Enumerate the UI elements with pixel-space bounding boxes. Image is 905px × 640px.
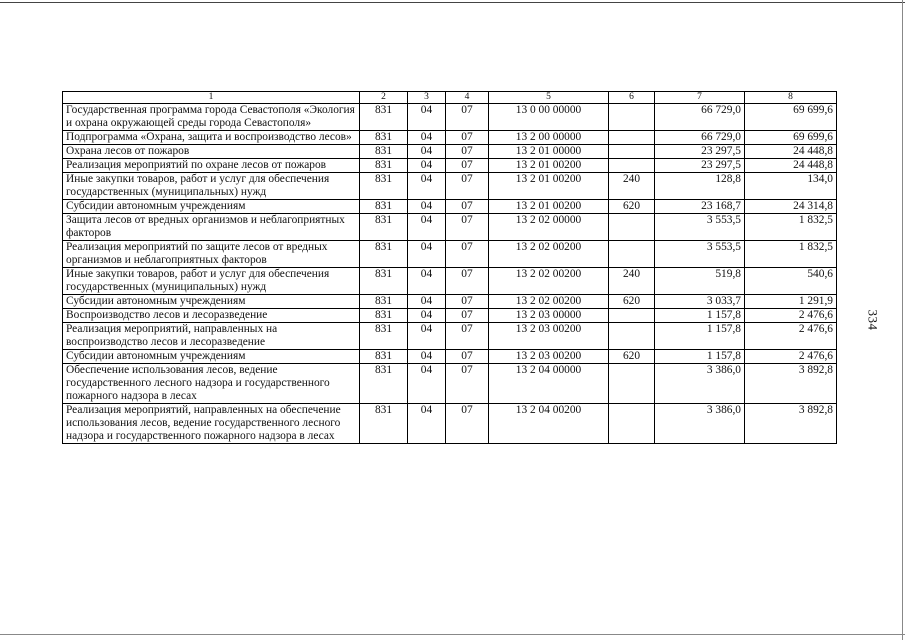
ministry-code-cell: 831: [360, 131, 408, 145]
expense-type-cell: [609, 309, 655, 323]
section-code-cell: 04: [408, 309, 446, 323]
column-header: 2: [360, 92, 408, 104]
table-row: [63, 145, 837, 159]
subsection-code-cell: 07: [446, 173, 489, 200]
item-name-cell: Реализация мероприятий, направленных на воспроизводство лесов и лесоразведение: [63, 323, 360, 350]
target-article-cell: 13 2 04 00000: [489, 364, 609, 404]
column-header: 4: [446, 92, 489, 104]
amount-year2-cell: 1 832,5: [745, 241, 837, 268]
ministry-code-cell: 831: [360, 404, 408, 444]
target-article-cell: 13 2 02 00200: [489, 268, 609, 295]
subsection-code-cell: 07: [446, 200, 489, 214]
expense-type-cell: [609, 214, 655, 241]
amount-year2-cell: 2 476,6: [745, 309, 837, 323]
table-row: [63, 309, 837, 323]
column-header: 3: [408, 92, 446, 104]
expense-type-cell: [609, 364, 655, 404]
target-article-cell: 13 2 03 00000: [489, 309, 609, 323]
table-row: [63, 268, 837, 295]
subsection-code-cell: 07: [446, 214, 489, 241]
item-name-cell: Подпрограмма «Охрана, защита и воспроизводство лесов»: [63, 131, 360, 145]
amount-year1-cell: 519,8: [655, 268, 745, 295]
section-code-cell: 04: [408, 131, 446, 145]
amount-year1-cell: 3 386,0: [655, 404, 745, 444]
ministry-code-cell: 831: [360, 295, 408, 309]
amount-year2-cell: 3 892,8: [745, 404, 837, 444]
ministry-code-cell: 831: [360, 159, 408, 173]
amount-year2-cell: 2 476,6: [745, 323, 837, 350]
subsection-code-cell: 07: [446, 295, 489, 309]
ministry-code-cell: 831: [360, 241, 408, 268]
column-number-row: [63, 92, 837, 104]
ministry-code-cell: 831: [360, 214, 408, 241]
expense-type-cell: 620: [609, 350, 655, 364]
item-name-cell: Обеспечение использования лесов, ведение государственного лесного надзора и государственного пожарного надзора в лесах: [63, 364, 360, 404]
amount-year1-cell: 23 168,7: [655, 200, 745, 214]
section-code-cell: 04: [408, 104, 446, 131]
target-article-cell: 13 2 01 00000: [489, 145, 609, 159]
section-code-cell: 04: [408, 241, 446, 268]
table-row: [63, 350, 837, 364]
amount-year2-cell: 69 699,6: [745, 131, 837, 145]
table-row: [63, 323, 837, 350]
amount-year1-cell: 1 157,8: [655, 323, 745, 350]
section-code-cell: 04: [408, 200, 446, 214]
budget-table: [62, 91, 837, 444]
column-header: 6: [609, 92, 655, 104]
item-name-cell: Воспроизводство лесов и лесоразведение: [63, 309, 360, 323]
amount-year2-cell: 1 832,5: [745, 214, 837, 241]
amount-year1-cell: 23 297,5: [655, 159, 745, 173]
expense-type-cell: 620: [609, 295, 655, 309]
expense-type-cell: [609, 159, 655, 173]
section-code-cell: 04: [408, 159, 446, 173]
table-row: [63, 214, 837, 241]
amount-year2-cell: 24 448,8: [745, 159, 837, 173]
amount-year2-cell: 3 892,8: [745, 364, 837, 404]
item-name-cell: Субсидии автономным учреждениям: [63, 350, 360, 364]
subsection-code-cell: 07: [446, 241, 489, 268]
amount-year2-cell: 134,0: [745, 173, 837, 200]
amount-year2-cell: 69 699,6: [745, 104, 837, 131]
expense-type-cell: [609, 323, 655, 350]
amount-year2-cell: 24 314,8: [745, 200, 837, 214]
ministry-code-cell: 831: [360, 350, 408, 364]
section-code-cell: 04: [408, 145, 446, 159]
table-row: [63, 241, 837, 268]
target-article-cell: 13 2 03 00200: [489, 323, 609, 350]
expense-type-cell: 240: [609, 268, 655, 295]
section-code-cell: 04: [408, 214, 446, 241]
item-name-cell: Иные закупки товаров, работ и услуг для обеспечения государственных (муниципальных) нужд: [63, 173, 360, 200]
amount-year1-cell: 23 297,5: [655, 145, 745, 159]
target-article-cell: 13 2 01 00200: [489, 200, 609, 214]
subsection-code-cell: 07: [446, 131, 489, 145]
target-article-cell: 13 2 01 00200: [489, 173, 609, 200]
expense-type-cell: 620: [609, 200, 655, 214]
expense-type-cell: [609, 145, 655, 159]
column-header: 8: [745, 92, 837, 104]
amount-year1-cell: 66 729,0: [655, 131, 745, 145]
amount-year1-cell: 3 553,5: [655, 214, 745, 241]
page-number: 334: [865, 309, 881, 331]
item-name-cell: Реализация мероприятий, направленных на обеспечение использования лесов, ведение государственного лесного надзора и государственного пожарного надзора в лесах: [63, 404, 360, 444]
table-row: [63, 200, 837, 214]
expense-type-cell: [609, 131, 655, 145]
item-name-cell: Защита лесов от вредных организмов и неблагоприятных факторов: [63, 214, 360, 241]
section-code-cell: 04: [408, 173, 446, 200]
subsection-code-cell: 07: [446, 104, 489, 131]
ministry-code-cell: 831: [360, 200, 408, 214]
subsection-code-cell: 07: [446, 404, 489, 444]
target-article-cell: 13 2 01 00200: [489, 159, 609, 173]
section-code-cell: 04: [408, 268, 446, 295]
subsection-code-cell: 07: [446, 268, 489, 295]
item-name-cell: Реализация мероприятий по защите лесов от вредных организмов и неблагоприятных факторов: [63, 241, 360, 268]
amount-year1-cell: 3 386,0: [655, 364, 745, 404]
table-row: [63, 104, 837, 131]
item-name-cell: Иные закупки товаров, работ и услуг для обеспечения государственных (муниципальных) нужд: [63, 268, 360, 295]
subsection-code-cell: 07: [446, 159, 489, 173]
ministry-code-cell: 831: [360, 364, 408, 404]
ministry-code-cell: 831: [360, 145, 408, 159]
table-row: [63, 404, 837, 444]
subsection-code-cell: 07: [446, 309, 489, 323]
section-code-cell: 04: [408, 364, 446, 404]
scan-border-top: [0, 2, 905, 3]
target-article-cell: 13 0 00 00000: [489, 104, 609, 131]
target-article-cell: 13 2 02 00000: [489, 214, 609, 241]
table-row: [63, 131, 837, 145]
subsection-code-cell: 07: [446, 145, 489, 159]
column-header: 1: [63, 92, 360, 104]
expense-type-cell: 240: [609, 173, 655, 200]
item-name-cell: Государственная программа города Севастополя «Экология и охрана окружающей среды города Севастополя»: [63, 104, 360, 131]
scan-border-right: [902, 0, 903, 640]
amount-year1-cell: 1 157,8: [655, 350, 745, 364]
item-name-cell: Реализация мероприятий по охране лесов от пожаров: [63, 159, 360, 173]
table-row: [63, 159, 837, 173]
ministry-code-cell: 831: [360, 173, 408, 200]
section-code-cell: 04: [408, 350, 446, 364]
amount-year2-cell: 24 448,8: [745, 145, 837, 159]
section-code-cell: 04: [408, 295, 446, 309]
subsection-code-cell: 07: [446, 323, 489, 350]
ministry-code-cell: 831: [360, 309, 408, 323]
amount-year2-cell: 2 476,6: [745, 350, 837, 364]
amount-year1-cell: 128,8: [655, 173, 745, 200]
table-row: [63, 173, 837, 200]
table-row: [63, 295, 837, 309]
ministry-code-cell: 831: [360, 323, 408, 350]
table-row: [63, 364, 837, 404]
amount-year1-cell: 66 729,0: [655, 104, 745, 131]
ministry-code-cell: 831: [360, 104, 408, 131]
expense-type-cell: [609, 241, 655, 268]
target-article-cell: 13 2 00 00000: [489, 131, 609, 145]
item-name-cell: Охрана лесов от пожаров: [63, 145, 360, 159]
target-article-cell: 13 2 02 00200: [489, 241, 609, 268]
amount-year2-cell: 1 291,9: [745, 295, 837, 309]
ministry-code-cell: 831: [360, 268, 408, 295]
target-article-cell: 13 2 02 00200: [489, 295, 609, 309]
amount-year2-cell: 540,6: [745, 268, 837, 295]
subsection-code-cell: 07: [446, 350, 489, 364]
column-header: 7: [655, 92, 745, 104]
expense-type-cell: [609, 404, 655, 444]
item-name-cell: Субсидии автономным учреждениям: [63, 200, 360, 214]
target-article-cell: 13 2 03 00200: [489, 350, 609, 364]
column-header: 5: [489, 92, 609, 104]
scan-border-bottom: [0, 634, 905, 635]
target-article-cell: 13 2 04 00200: [489, 404, 609, 444]
subsection-code-cell: 07: [446, 364, 489, 404]
expense-type-cell: [609, 104, 655, 131]
section-code-cell: 04: [408, 323, 446, 350]
amount-year1-cell: 3 033,7: [655, 295, 745, 309]
amount-year1-cell: 3 553,5: [655, 241, 745, 268]
section-code-cell: 04: [408, 404, 446, 444]
amount-year1-cell: 1 157,8: [655, 309, 745, 323]
item-name-cell: Субсидии автономным учреждениям: [63, 295, 360, 309]
